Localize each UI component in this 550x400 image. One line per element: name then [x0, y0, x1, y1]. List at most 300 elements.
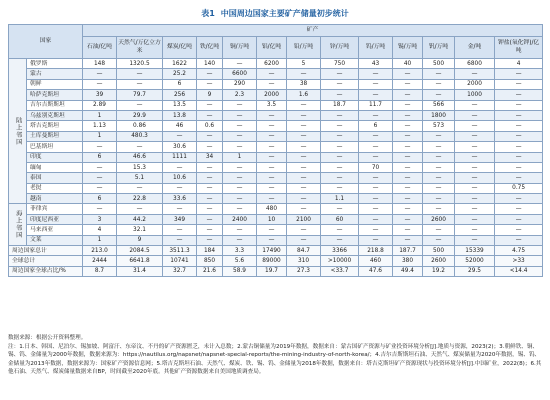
table-row	[9, 225, 543, 235]
table-cell: —	[423, 79, 455, 89]
table-cell: —	[83, 173, 117, 183]
table-cell: —	[197, 204, 223, 214]
table-cell: —	[359, 235, 393, 245]
table-row	[9, 152, 543, 162]
country-name: 印度	[27, 152, 83, 162]
table-cell: —	[393, 162, 423, 172]
table-caption	[0, 8, 550, 19]
table-cell: —	[393, 90, 423, 100]
table-row	[9, 214, 543, 224]
table-cell: 2100	[287, 214, 321, 224]
table-cell: —	[83, 79, 117, 89]
summary-label: 全球总计	[9, 256, 83, 266]
table-cell: 6	[359, 121, 393, 131]
table-cell: —	[495, 194, 543, 204]
table-cell: —	[423, 131, 455, 141]
table-cell: —	[393, 110, 423, 120]
table-cell: 1622	[163, 59, 197, 69]
table-cell: —	[117, 79, 163, 89]
table-cell: 25.2	[163, 69, 197, 79]
summary-cell: 31.4	[117, 266, 163, 276]
table-cell: —	[321, 152, 359, 162]
summary-cell: <33.7	[321, 266, 359, 276]
summary-cell: 3.3	[223, 246, 257, 256]
table-cell: —	[223, 183, 257, 193]
summary-cell: 89000	[257, 256, 287, 266]
table-cell: 1000	[455, 90, 495, 100]
table-cell: —	[423, 162, 455, 172]
table-cell: —	[321, 142, 359, 152]
table-cell: —	[393, 214, 423, 224]
table-cell: 11.7	[359, 100, 393, 110]
table-cell: —	[495, 162, 543, 172]
summary-cell: 850	[197, 256, 223, 266]
table-cell: —	[495, 90, 543, 100]
table-cell: 1320.5	[117, 59, 163, 69]
table-cell: —	[495, 79, 543, 89]
table-cell: 480.3	[117, 131, 163, 141]
table-cell: —	[321, 173, 359, 183]
table-cell: 1	[83, 235, 117, 245]
table-cell: —	[257, 142, 287, 152]
table-cell: —	[423, 173, 455, 183]
table-cell: —	[287, 204, 321, 214]
table-cell: —	[393, 183, 423, 193]
column-header: 锡/万吨	[393, 37, 423, 59]
table-cell: —	[495, 235, 543, 245]
table-cell: —	[287, 142, 321, 152]
table-cell: —	[393, 69, 423, 79]
table-cell: 4	[495, 59, 543, 69]
summary-cell: 380	[393, 256, 423, 266]
table-cell: 1	[223, 152, 257, 162]
table-row	[9, 79, 543, 89]
table-cell: —	[393, 79, 423, 89]
table-cell: 290	[223, 79, 257, 89]
column-header: 煤炭/亿吨	[163, 37, 197, 59]
table-row	[9, 69, 543, 79]
table-cell: —	[359, 79, 393, 89]
table-cell: —	[223, 59, 257, 69]
table-cell: 2600	[423, 214, 455, 224]
table-cell: 30.6	[163, 142, 197, 152]
country-header: 国家	[9, 25, 83, 59]
country-name: 俄罗斯	[27, 59, 83, 69]
table-row	[9, 131, 543, 141]
minerals-group-header: 矿产	[83, 25, 543, 37]
table-cell: —	[495, 131, 543, 141]
country-name: 朝鲜	[27, 79, 83, 89]
table-cell: —	[495, 214, 543, 224]
table-cell: —	[321, 204, 359, 214]
table-cell: 3	[83, 214, 117, 224]
table-cell: —	[455, 225, 495, 235]
table-cell: —	[455, 162, 495, 172]
summary-cell: 2084.5	[117, 246, 163, 256]
table-cell: —	[163, 225, 197, 235]
table-cell: 10	[257, 214, 287, 224]
table-cell: 60	[321, 214, 359, 224]
table-cell: —	[423, 194, 455, 204]
table-cell: —	[321, 131, 359, 141]
country-name: 越南	[27, 194, 83, 204]
table-cell: —	[197, 110, 223, 120]
table-cell: —	[455, 204, 495, 214]
table-cell: 5	[287, 59, 321, 69]
summary-cell: 4.75	[495, 246, 543, 256]
summary-cell: 47.6	[359, 266, 393, 276]
table-cell: —	[257, 235, 287, 245]
country-name: 印度尼西亚	[27, 214, 83, 224]
table-cell: —	[321, 90, 359, 100]
summary-cell: 21.6	[197, 266, 223, 276]
table-cell: 6	[83, 194, 117, 204]
summary-cell: 500	[423, 246, 455, 256]
table-cell: —	[393, 173, 423, 183]
summary-cell: 32.7	[163, 266, 197, 276]
table-cell: 79.7	[117, 90, 163, 100]
table-cell: 13.5	[163, 100, 197, 110]
country-name: 巴基斯坦	[27, 142, 83, 152]
table-cell: —	[393, 152, 423, 162]
table-cell: 2.3	[223, 90, 257, 100]
table-cell: 5.1	[117, 173, 163, 183]
table-cell: 500	[423, 59, 455, 69]
table-cell: —	[223, 142, 257, 152]
country-name: 缅甸	[27, 162, 83, 172]
summary-cell: 17490	[257, 246, 287, 256]
table-cell: 3.5	[257, 100, 287, 110]
summary-cell: 29.5	[455, 266, 495, 276]
table-cell: —	[455, 69, 495, 79]
country-name: 乌兹别克斯坦	[27, 110, 83, 120]
table-cell: 9	[197, 90, 223, 100]
table-cell: 750	[321, 59, 359, 69]
table-cell: —	[423, 152, 455, 162]
summary-row	[9, 256, 543, 266]
table-cell: —	[287, 121, 321, 131]
table-cell: —	[455, 131, 495, 141]
summary-label: 周边国家全球占比/%	[9, 266, 83, 276]
table-cell: 13.8	[163, 110, 197, 120]
summary-cell: 3511.3	[163, 246, 197, 256]
table-cell: —	[197, 142, 223, 152]
table-cell: —	[287, 162, 321, 172]
summary-cell: 187.7	[393, 246, 423, 256]
country-name: 马来西亚	[27, 225, 83, 235]
table-cell: —	[257, 225, 287, 235]
country-name: 泰国	[27, 173, 83, 183]
table-cell: —	[287, 110, 321, 120]
table-cell: —	[423, 235, 455, 245]
table-cell: —	[393, 204, 423, 214]
table-notes	[8, 334, 542, 377]
table-cell: —	[455, 152, 495, 162]
table-cell: —	[359, 142, 393, 152]
table-cell: 566	[423, 100, 455, 110]
table-cell: —	[117, 69, 163, 79]
table-cell: —	[163, 183, 197, 193]
country-name: 文莱	[27, 235, 83, 245]
table-cell: —	[163, 204, 197, 214]
summary-cell: 2600	[423, 256, 455, 266]
summary-cell: 460	[359, 256, 393, 266]
table-cell: —	[359, 183, 393, 193]
table-cell: 1.1	[321, 194, 359, 204]
reserves-table	[8, 24, 543, 277]
country-name: 蒙古	[27, 69, 83, 79]
table-cell: —	[423, 142, 455, 152]
region-label: 海上邻国	[9, 204, 27, 246]
summary-cell: 8.7	[83, 266, 117, 276]
table-cell: —	[257, 110, 287, 120]
table-cell: —	[223, 121, 257, 131]
table-cell: —	[117, 204, 163, 214]
table-cell: —	[455, 121, 495, 131]
table-cell: —	[223, 235, 257, 245]
table-cell: —	[359, 131, 393, 141]
table-cell: 46	[163, 121, 197, 131]
country-name: 哈萨克斯坦	[27, 90, 83, 100]
table-cell: —	[455, 142, 495, 152]
table-cell: —	[197, 79, 223, 89]
table-cell: —	[455, 100, 495, 110]
table-cell: —	[393, 235, 423, 245]
summary-cell: 6641.8	[117, 256, 163, 266]
table-cell: —	[455, 110, 495, 120]
notes-source: 数据来源：根据公开资料整理。	[8, 335, 87, 341]
summary-cell: 10741	[163, 256, 197, 266]
table-row	[9, 121, 543, 131]
table-cell: —	[359, 152, 393, 162]
summary-cell: 52000	[455, 256, 495, 266]
table-cell: —	[287, 69, 321, 79]
table-body	[9, 59, 543, 277]
table-cell: —	[163, 162, 197, 172]
table-cell: —	[197, 173, 223, 183]
table-cell: 2000	[455, 79, 495, 89]
country-name: 老挝	[27, 183, 83, 193]
table-cell: 573	[423, 121, 455, 131]
table-cell: —	[83, 204, 117, 214]
table-cell: —	[163, 131, 197, 141]
table-cell: —	[287, 183, 321, 193]
summary-cell: <14.4	[495, 266, 543, 276]
table-cell: —	[197, 225, 223, 235]
column-header: 天然气/万亿立方米	[117, 37, 163, 59]
summary-cell: 213.0	[83, 246, 117, 256]
table-cell: —	[359, 90, 393, 100]
table-cell: —	[359, 69, 393, 79]
table-cell: —	[321, 110, 359, 120]
table-cell: —	[197, 194, 223, 204]
table-cell: 1800	[423, 110, 455, 120]
table-cell: —	[495, 110, 543, 120]
table-cell: —	[393, 194, 423, 204]
table-cell: —	[257, 162, 287, 172]
summary-cell: 15339	[455, 246, 495, 256]
table-cell: —	[321, 183, 359, 193]
table-cell: —	[455, 235, 495, 245]
table-cell: —	[83, 162, 117, 172]
country-name: 吉尔吉斯斯坦	[27, 100, 83, 110]
table-cell: —	[197, 214, 223, 224]
table-cell: —	[393, 100, 423, 110]
table-cell: 480	[257, 204, 287, 214]
table-cell: —	[223, 194, 257, 204]
table-cell: —	[495, 142, 543, 152]
table-cell: —	[423, 90, 455, 100]
table-cell: —	[321, 69, 359, 79]
table-cell: —	[163, 235, 197, 245]
table-header	[9, 25, 543, 59]
summary-cell: 3366	[321, 246, 359, 256]
table-cell: 1	[83, 110, 117, 120]
table-cell: —	[83, 69, 117, 79]
table-cell: —	[495, 152, 543, 162]
table-cell: 18.7	[321, 100, 359, 110]
table-row	[9, 183, 543, 193]
table-cell: —	[257, 121, 287, 131]
column-header: 钨/万吨	[359, 37, 393, 59]
table-cell: —	[257, 183, 287, 193]
table-cell: —	[197, 235, 223, 245]
table-cell: —	[393, 225, 423, 235]
table-cell: —	[321, 162, 359, 172]
table-cell: —	[287, 131, 321, 141]
table-cell: 39	[83, 90, 117, 100]
table-row	[9, 194, 543, 204]
country-name: 塔吉克斯坦	[27, 121, 83, 131]
table-cell: 33.6	[163, 194, 197, 204]
column-header: 铝/亿吨	[257, 37, 287, 59]
table-cell: 6	[83, 152, 117, 162]
table-cell: 1	[83, 131, 117, 141]
table-cell: —	[423, 204, 455, 214]
summary-cell: 310	[287, 256, 321, 266]
table-cell: —	[257, 131, 287, 141]
summary-cell: 218.8	[359, 246, 393, 256]
table-cell: —	[359, 173, 393, 183]
region-label: 陆上邻国	[9, 59, 27, 204]
summary-cell: >10000	[321, 256, 359, 266]
table-cell: —	[257, 194, 287, 204]
table-cell: —	[223, 131, 257, 141]
table-cell: —	[359, 204, 393, 214]
table-cell: —	[197, 100, 223, 110]
table-cell: 0.86	[117, 121, 163, 131]
table-cell: —	[359, 214, 393, 224]
table-cell: —	[321, 225, 359, 235]
column-header: 铜/万吨	[223, 37, 257, 59]
summary-row	[9, 266, 543, 276]
summary-label: 周边国家总计	[9, 246, 83, 256]
table-cell: 32.1	[117, 225, 163, 235]
table-cell: —	[83, 142, 117, 152]
summary-cell: 27.3	[287, 266, 321, 276]
table-cell: 6800	[455, 59, 495, 69]
table-cell: —	[455, 183, 495, 193]
table-cell: —	[83, 183, 117, 193]
table-cell: —	[423, 69, 455, 79]
table-cell: 44.2	[117, 214, 163, 224]
table-cell: —	[359, 225, 393, 235]
summary-cell: 184	[197, 246, 223, 256]
table-cell: 15.3	[117, 162, 163, 172]
table-cell: 70	[359, 162, 393, 172]
table-cell: 1.6	[287, 90, 321, 100]
table-cell: —	[287, 100, 321, 110]
table-cell: —	[393, 142, 423, 152]
table-cell: 0.75	[495, 183, 543, 193]
table-cell: 29.9	[117, 110, 163, 120]
table-cell: 46.6	[117, 152, 163, 162]
caption-title: 中国周边国家主要矿产储量初步统计	[220, 9, 349, 18]
table-cell: 1.13	[83, 121, 117, 131]
table-cell: —	[117, 183, 163, 193]
table-cell: 2.89	[83, 100, 117, 110]
table-cell: 9	[117, 235, 163, 245]
column-header: 钒/万吨	[423, 37, 455, 59]
table-cell: 6600	[223, 69, 257, 79]
table-cell: —	[359, 194, 393, 204]
table-cell: —	[455, 173, 495, 183]
table-cell: —	[495, 173, 543, 183]
table-row	[9, 90, 543, 100]
table-cell: —	[393, 121, 423, 131]
country-name: 土库曼斯坦	[27, 131, 83, 141]
table-cell: —	[223, 162, 257, 172]
table-cell: 43	[359, 59, 393, 69]
table-cell: —	[117, 100, 163, 110]
summary-cell: >33	[495, 256, 543, 266]
country-name: 菲律宾	[27, 204, 83, 214]
table-cell: —	[495, 225, 543, 235]
table-row	[9, 142, 543, 152]
table-cell: 0.6	[197, 121, 223, 131]
table-cell: 10.6	[163, 173, 197, 183]
table-cell: 2400	[223, 214, 257, 224]
table-cell: —	[287, 152, 321, 162]
column-header: 金/吨	[455, 37, 495, 59]
table-cell: —	[321, 235, 359, 245]
table-row	[9, 235, 543, 245]
table-cell: 6	[163, 79, 197, 89]
table-cell: —	[359, 110, 393, 120]
summary-cell: 84.7	[287, 246, 321, 256]
table-cell: 2000	[257, 90, 287, 100]
notes-detail: 注：1.日本、韩国、尼泊尔、锡加坡、阿富汗、东帝汶、不丹的矿产资源匮乏，未计入总数；2.蒙古铜储量为2019年数据，数据来自：蒙古国矿产资源与矿业投资环境分析[J].地质与资源，2023(2)；3.朝鲜铁、铜、锡、钨、金储量为2000年数据，数据来源为：https://nautilus.org/napsnet/napsnet-special-reports/the-mining-industry-of-north-korea/；4.吉尔吉斯斯坦石油、天然气、煤炭储量为2020年数据，锡、钨、金储量为2013年数据，数据来源为：国家矿产资源信息网；5.塔吉克斯坦石油、天然气、煤炭、铁、锡、钨、金储量为2018年数据，数据来自：塔吉克斯坦矿产资源现状与投资环境分析[J].中国矿业，2022(8)；6.其他石油、天然气、煤炭储量数据来自BP，时间截至2020年底。其他矿产资源数据来自美国地质调查局。	[8, 343, 542, 376]
summary-row	[9, 246, 543, 256]
table-cell: —	[287, 225, 321, 235]
column-header: 石油/亿吨	[83, 37, 117, 59]
table-cell: —	[423, 225, 455, 235]
table-cell: 34	[197, 152, 223, 162]
table-cell: —	[321, 79, 359, 89]
table-cell: 40	[393, 59, 423, 69]
column-header: 锌/万吨	[321, 37, 359, 59]
table-cell: —	[117, 142, 163, 152]
table-cell: 349	[163, 214, 197, 224]
table-cell: —	[197, 131, 223, 141]
table-cell: 1111	[163, 152, 197, 162]
table-cell: 4	[83, 225, 117, 235]
table-row	[9, 100, 543, 110]
table-cell: —	[223, 100, 257, 110]
table-cell: —	[455, 214, 495, 224]
table-cell: —	[495, 121, 543, 131]
summary-cell: 19.7	[257, 266, 287, 276]
